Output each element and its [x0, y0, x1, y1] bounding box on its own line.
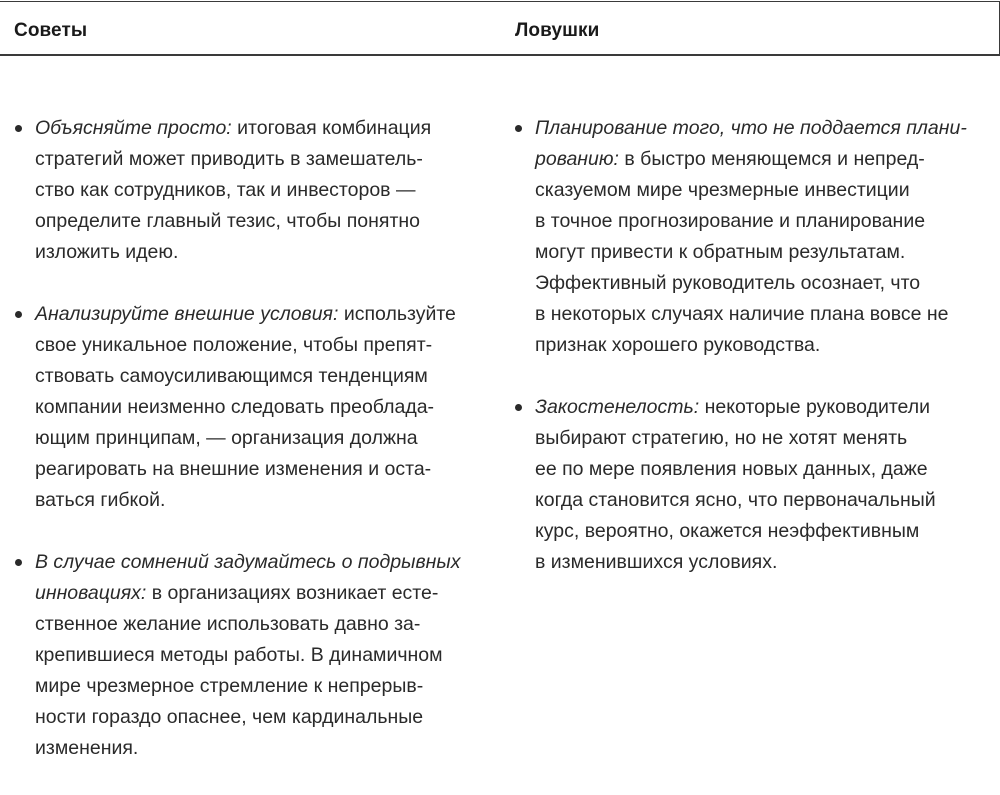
text-line	[35, 423, 494, 454]
body-text: в точное прогнозирование и планирование	[535, 210, 926, 232]
text-line	[35, 330, 494, 361]
text-line	[535, 113, 994, 144]
text-line	[35, 702, 494, 733]
body-text: в изменившихся условиях.	[535, 551, 778, 573]
text-line	[535, 423, 994, 454]
text-line	[35, 609, 494, 640]
text-line	[535, 392, 994, 423]
text-line	[35, 237, 494, 268]
header-bottom-rule	[0, 54, 1000, 56]
body-text: в некоторых случаях наличие плана вовсе не	[535, 303, 949, 325]
body-text: изложить идею.	[35, 241, 179, 263]
bullet-icon	[15, 125, 22, 132]
text-line	[35, 454, 494, 485]
text-line	[35, 113, 494, 144]
text-line	[35, 485, 494, 516]
body-text: ствовать самоусиливающимся тенденциям	[35, 365, 428, 387]
body-text: выбирают стратегию, но не хотят менять	[535, 427, 908, 449]
body-text: крепившиеся методы работы. В динамичном	[35, 644, 443, 666]
body-text: ственное желание использовать давно за-	[35, 613, 421, 635]
bullet-icon	[515, 125, 522, 132]
text-line	[535, 330, 994, 361]
body-text: определите главный тезис, чтобы понятно	[35, 210, 420, 232]
column-title-tips: Советы	[14, 20, 88, 41]
text-line	[535, 547, 994, 578]
text-line	[35, 578, 494, 609]
body-text: Эффективный руководитель осознает, что	[535, 272, 921, 294]
text-line	[35, 361, 494, 392]
body-text: компании неизменно следовать преоблада-	[35, 396, 435, 418]
text-line	[535, 268, 994, 299]
text-line	[535, 299, 994, 330]
text-line	[35, 671, 494, 702]
body-text: ее по мере появления новых данных, даже	[535, 458, 928, 480]
text-line	[35, 547, 494, 578]
body-text: некоторые руководители	[699, 396, 931, 418]
italic-lead-text: Планирование того, что не поддается плани-	[535, 117, 967, 139]
text-line	[535, 485, 994, 516]
pitfall-item	[514, 392, 994, 578]
body-text: ство как сотрудников, так и инвесторов —	[35, 179, 416, 201]
body-text: когда становится ясно, что первоначальный	[535, 489, 936, 511]
body-text: итоговая комбинация	[231, 117, 432, 139]
text-line	[35, 144, 494, 175]
body-text: в быстро меняющемся и непред-	[618, 148, 925, 170]
body-text: реагировать на внешние изменения и оста-	[35, 458, 432, 480]
body-text: свое уникальное положение, чтобы препят-	[35, 334, 433, 356]
table-header	[0, 0, 1000, 56]
bullet-icon	[515, 404, 522, 411]
text-line	[35, 175, 494, 206]
tip-item	[14, 547, 494, 764]
text-line	[535, 454, 994, 485]
italic-lead-text: Анализируйте внешние условия:	[35, 303, 339, 325]
text-line	[35, 640, 494, 671]
text-line	[35, 733, 494, 764]
text-line	[35, 299, 494, 330]
text-line	[535, 516, 994, 547]
text-line	[535, 206, 994, 237]
body-text: ющим принципам, — организация должна	[35, 427, 418, 449]
body-text: ваться гибкой.	[35, 489, 166, 511]
italic-lead-text: В случае сомнений задумайтесь о подрывных	[35, 551, 461, 573]
body-text: ности гораздо опаснее, чем кардинальные	[35, 706, 424, 728]
pitfalls-column	[514, 113, 994, 609]
column-title-pitfalls: Ловушки	[515, 20, 600, 41]
text-line	[35, 392, 494, 423]
body-text: курс, вероятно, окажется неэффективным	[535, 520, 920, 542]
text-line	[535, 144, 994, 175]
header-top-rule	[0, 1, 1000, 2]
body-text: мире чрезмерное стремление к непрерыв-	[35, 675, 424, 697]
bullet-icon	[15, 311, 22, 318]
body-text: в организациях возникает есте-	[146, 582, 439, 604]
body-text: признак хорошего руководства.	[535, 334, 821, 356]
italic-lead-text: инновациях:	[35, 582, 147, 604]
tip-item	[14, 113, 494, 268]
body-text: сказуемом мире чрезмерные инвестиции	[535, 179, 910, 201]
body-text: стратегий может приводить в замешатель-	[35, 148, 423, 170]
text-line	[535, 237, 994, 268]
body-text: используйте	[338, 303, 456, 325]
tips-column	[14, 113, 494, 795]
text-line	[535, 175, 994, 206]
tip-item	[14, 299, 494, 516]
bullet-icon	[15, 559, 22, 566]
text-line	[35, 206, 494, 237]
body-text: могут привести к обратным результатам.	[535, 241, 906, 263]
pitfall-item	[514, 113, 994, 361]
italic-lead-text: Объясняйте просто:	[35, 117, 232, 139]
italic-lead-text: рованию:	[535, 148, 619, 170]
italic-lead-text: Закостенелость:	[535, 396, 700, 418]
body-text: изменения.	[35, 737, 139, 759]
